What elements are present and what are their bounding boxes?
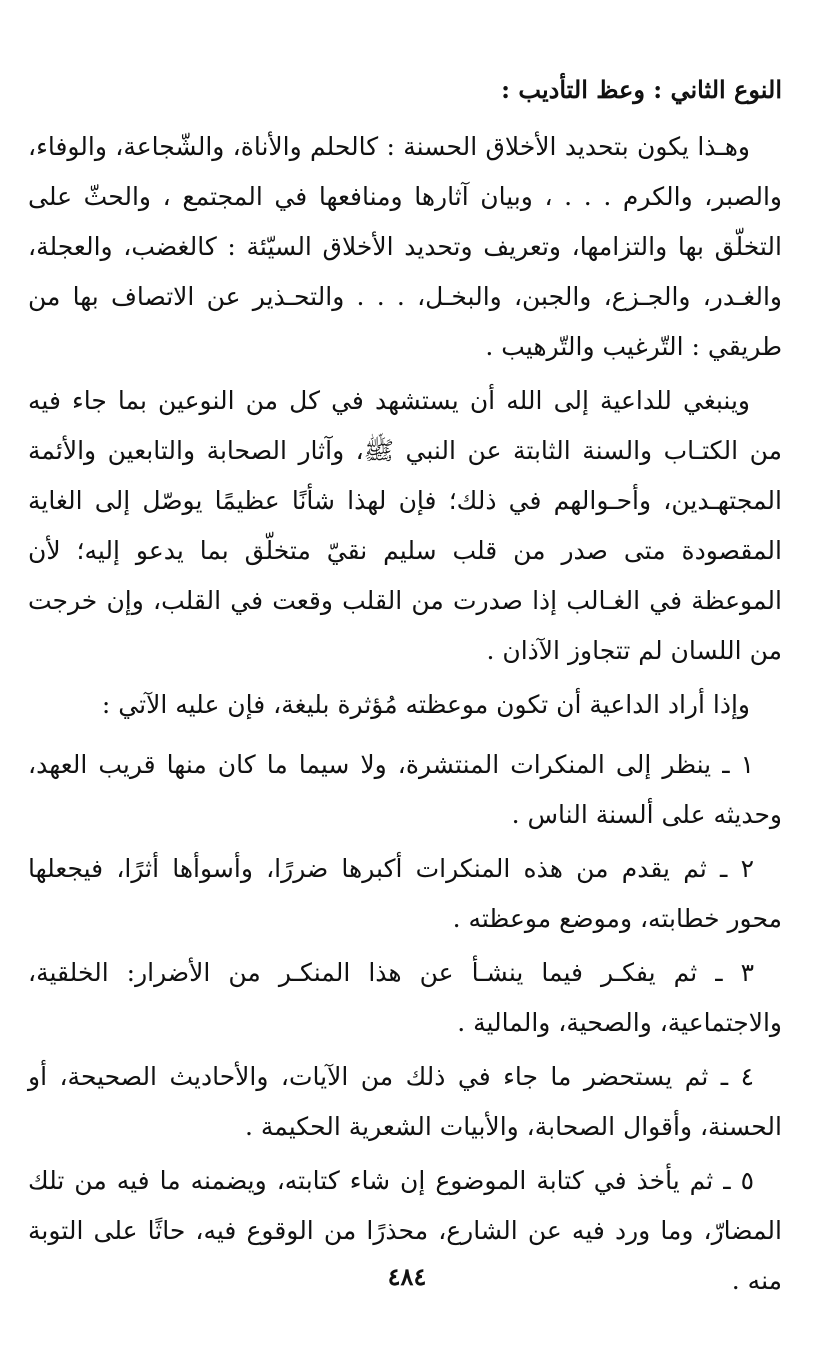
- paragraph-moral-teaching: وهـذا يكون بتحديد الأخلاق الحسنة : كالحلم والأناة، والشّجاعة، والوفاء، والصبر، والكرم . . . ، وبيان آثارها ومنافعها في المجتمع ، والحثّ على التخلّق بها والتزامها، وتعريف وتحديد الأخلاق السيّئة : كالغضب، والعجلة، والغـدر، والجـزع، والجبن، والبخـل، . . . والتحـذير عن الاتصاف بها من طريقي : التّرغيب والتّرهيب .: [28, 132, 782, 361]
- paragraph-requirements-intro: وإذا أراد الداعية أن تكون موعظته مُؤثرة بليغة، فإن عليه الآتي :: [101, 690, 750, 719]
- page-body: [28, 64, 782, 1310]
- paragraph-evidence: وينبغي للداعية إلى الله أن يستشهد في كل من النوعين بما جاء فيه من الكتـاب والسنة الثابتة عن النبي ﷺ، وآثار الصحابة والتابعين والأئمة المجتهـدين، وأحـوالهم في ذلك؛ فإن لهذا شأنًا عظيمًا يوصّل إلى الغاية المقصودة متى صدر من قلب سليم نقيّ متخلّق بما يدعو إليه؛ لأن الموعظة في الغـالب إذا صدرت من القلب وقعت في القلب، وإن خرجت من اللسان لم تتجاوز الآذان .: [28, 386, 782, 665]
- numbered-list: [28, 740, 782, 1306]
- list-item-4: ٤ ـ ثم يستحضر ما جاء في ذلك من الآيات، والأحاديث الصحيحة، أو الحسنة، وأقوال الصحابة، والأبيات الشعرية الحكيمة .: [28, 1062, 782, 1141]
- page-number: ٤٨٤: [387, 1262, 427, 1291]
- list-item-1: ١ ـ ينظر إلى المنكرات المنتشرة، ولا سيما ما كان منها قريب العهد، وحديثه على ألسنة الناس .: [28, 750, 782, 829]
- list-item-3: ٣ ـ ثم يفكـر فيما ينشـأ عن هذا المنكـر من الأضرار: الخلقية، والاجتماعية، والصحية، والمالية .: [28, 958, 782, 1037]
- list-item-5: ٥ ـ ثم يأخذ في كتابة الموضوع إن شاء كتابته، ويضمنه ما فيه من تلك المضارّ، وما ورد فيه عن الشارع، محذرًا من الوقوع فيه، حاثًا على التوبة منه .: [28, 1166, 782, 1295]
- list-item-2: ٢ ـ ثم يقدم من هذه المنكرات أكبرها ضررًا، وأسوأها أثرًا، فيجعلها محور خطابته، وموضع موعظته .: [28, 854, 782, 933]
- section-heading: النوع الثاني : وعظ التأديب :: [501, 75, 782, 104]
